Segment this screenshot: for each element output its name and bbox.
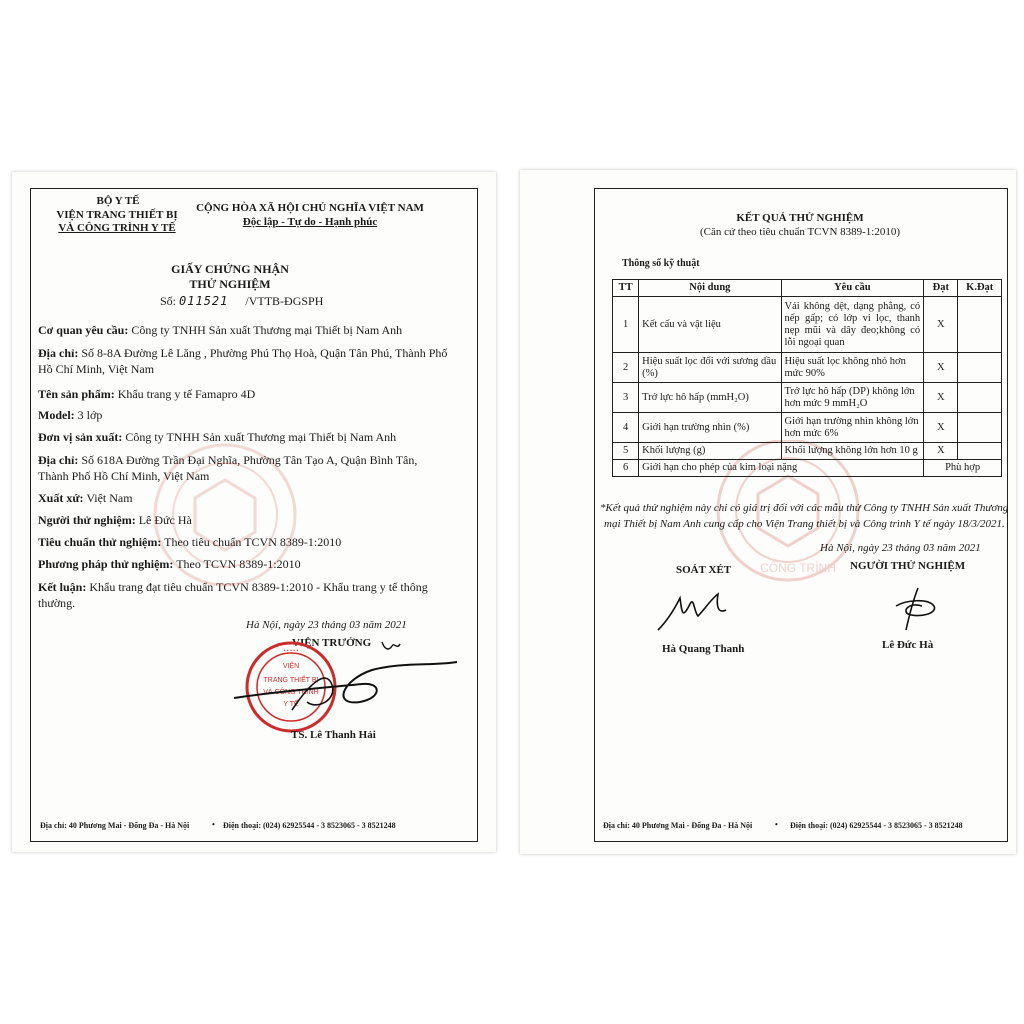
right-footer-address: Địa chỉ: 40 Phương Mai - Đống Đa - Hà Nội [603,821,753,830]
stamp-text-2: TRANG THIẾT BỊ [263,677,319,684]
table-row [613,353,1002,383]
field-conclusion-cont: thường. [38,596,76,610]
cell-fail [958,383,1002,413]
value: Số 618A Đường Trần Đại Nghĩa, Phường Tân Tạo A, Quận Bình Tân, [78,453,418,467]
label: Model: [38,408,75,422]
republic-name: CỘNG HÒA XÃ HỘI CHỦ NGHĨA VIỆT NAM [196,202,424,214]
cell-pass: X [924,413,958,443]
value: Việt Nam [83,491,133,505]
header-requirement: Yêu cầu [781,280,924,297]
cell-pass: X [924,383,958,413]
results-table [612,279,1002,477]
table-row [613,413,1002,443]
certificate-number [160,294,323,309]
value: Theo tiêu chuẩn TCVN 8389-1:2010 [161,535,342,549]
right-footer-phone: Điện thoại: (024) 62925544 - 3 8523065 - 3 8521248 [790,821,963,830]
cell-pass: X [924,443,958,460]
left-watermark-seal [150,440,300,590]
results-note-line-1: *Kết quả thử nghiệm này chỉ có giá trị đối với các mẫu thử Công ty TNHH Sản xuất Thương [600,502,1009,514]
cell-fail [958,297,1002,353]
spec-heading: Thông số kỹ thuật [622,258,700,269]
org-institute-line-1: VIỆN TRANG THIẾT BỊ [56,209,178,221]
cell-tt: 5 [613,443,639,460]
field-address-2-cont: Thành Phố Hồ Chí Minh, Việt Nam [38,469,210,483]
cell-requirement: Vải không dệt, dạng phẳng, có nếp gấp; có lớp vi lọc, thanh nẹp mũi và dây đeo;không có lỗi ngoại quan [781,297,924,353]
left-date: Hà Nội, ngày 23 tháng 03 năm 2021 [246,619,407,631]
cell-content: Khối lượng (g) [639,443,781,460]
certificate-subtitle: THỬ NGHIỆM [189,277,271,291]
value: 3 lớp [74,408,103,422]
cell-requirement: Trở lực hô hấp (DP) không lớn hơn mức 9 mmH₂O [781,383,924,413]
cell-fail [958,443,1002,460]
cell-content: Hiệu suất lọc đối với sương dầu (%) [639,353,781,383]
director-name: TS. Lê Thanh Hải [291,729,376,741]
number-suffix: /VTTB-ĐGSPH [245,294,324,308]
cell-requirement: Khối lượng không lớn hơn 10 g [781,443,924,460]
value: Công ty TNHH Sản xuất Thương mại Thiết bị Nam Anh [122,430,397,444]
watermark-text: CÔNG TRÌNH [760,561,836,575]
cell-requirement: Giới hạn trường nhìn không lớn hơn mức 6% [781,413,924,443]
tester-title: NGƯỜI THỬ NGHIỆM [850,560,966,572]
label: Tên sản phẩm: [38,387,115,401]
results-title: KẾT QUẢ THỬ NGHIỆM [736,212,864,224]
label: Xuất xứ: [38,491,84,505]
header-fail: K.Đạt [958,280,1002,297]
field-requester [38,322,402,338]
value: Theo TCVN 8389-1:2010 [173,557,301,571]
stamp-text-3: VÀ CÔNG TRÌNH [263,689,319,696]
label: Địa chỉ: [38,346,79,360]
director-signature [232,640,472,730]
left-footer-bullet: • [212,820,215,829]
label: Đơn vị sản xuất: [38,430,123,444]
value: Công ty TNHH Sản xuất Thương mại Thiết bị Nam Anh [128,323,403,337]
left-footer-phone: Điện thoại: (024) 62925544 - 3 8523065 - 3 8521248 [223,821,396,830]
field-model [38,407,102,423]
table-row [613,383,1002,413]
cell-fail [958,413,1002,443]
org-ministry: BỘ Y TẾ [96,195,140,207]
tester-name: Lê Đức Hà [882,639,934,651]
value: Khẩu trang y tế Famapro 4D [114,387,256,401]
left-footer-address: Địa chỉ: 40 Phương Mai - Đống Đa - Hà Nội [40,821,190,830]
label: Người thử nghiệm: [38,513,136,527]
certificate-title: GIẤY CHỨNG NHẬN [171,262,289,276]
org-institute-line-2: VÀ CÔNG TRÌNH Y TẾ [58,222,176,234]
stamp-text-4: Y TẾ [283,701,299,708]
table-header-row [613,280,1002,297]
table-row [613,443,1002,460]
national-motto: Độc lập - Tự do - Hạnh phúc [242,216,378,228]
label: Cơ quan yêu cầu: [38,323,129,337]
reviewer-name: Hà Quang Thanh [662,643,745,655]
label: Kết luận: [38,580,87,594]
cell-fail [958,353,1002,383]
director-title: VIỆN TRƯỞNG [292,637,372,649]
label: Địa chỉ: [38,453,79,467]
value: Khẩu trang đạt tiêu chuẩn TCVN 8389-1:2010 - Khẩu trang y tế thông [86,580,428,594]
reviewer-signature [652,590,732,634]
value: Số 8-8A Đường Lê Lăng , Phường Phú Thọ Hoà, Quận Tân Phú, Thành Phố [78,346,448,360]
label: Tiêu chuẩn thử nghiệm: [38,535,162,549]
stamp-text-1: VIỆN [282,663,300,670]
cell-tt: 2 [613,353,639,383]
table-row [613,297,1002,353]
right-date: Hà Nội, ngày 23 tháng 03 năm 2021 [820,542,981,554]
cell-tt: 6 [613,460,639,477]
cell-merged-result: Phù hợp [924,460,1002,477]
cell-content: Trở lực hô hấp (mmH₂O) [639,383,781,413]
number-label: Số: [160,294,177,308]
cell-pass: X [924,353,958,383]
cell-requirement: Hiệu suất lọc không nhỏ hơn mức 90% [781,353,924,383]
table-row [613,460,1002,477]
value: Lê Đức Hà [135,513,192,527]
cell-tt: 1 [613,297,639,353]
header-content: Nội dung [639,280,781,297]
cell-content: Giới hạn trường nhìn (%) [639,413,781,443]
field-address-1-cont: Hồ Chí Minh, Việt Nam [38,362,155,376]
results-subtitle: (Căn cứ theo tiêu chuẩn TCVN 8389-1:2010) [699,226,901,238]
tester-signature [888,584,948,636]
header-pass: Đạt [924,280,958,297]
results-note-line-2: mại Thiết bị Nam Anh cung cấp cho Viện Trang thiết bị và Công trình Y tế ngày 18/3/2021. [604,518,1005,530]
reviewer-title: SOÁT XÉT [676,564,732,576]
cell-pass: X [924,297,958,353]
field-product [38,386,255,402]
field-address-1 [38,345,447,361]
label: Phương pháp thử nghiệm: [38,557,174,571]
header-tt: TT [613,280,639,297]
cell-tt: 4 [613,413,639,443]
cell-tt: 3 [613,383,639,413]
cell-content: Giới hạn cho phép của kim loại nặng [639,460,924,477]
cell-content: Kết cấu và vật liệu [639,297,781,353]
number-handwritten: 011521 [179,294,229,308]
right-footer-bullet: • [775,820,778,829]
field-origin [38,490,133,506]
svg-text:• • • • •: • • • • • [283,648,299,654]
